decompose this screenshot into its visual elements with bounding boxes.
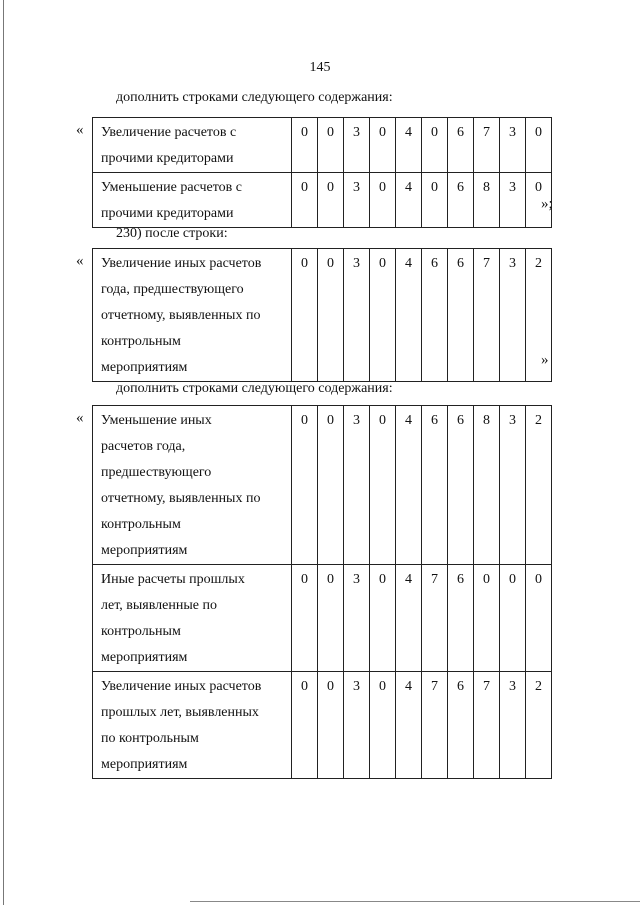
code-digit: 3 [344, 672, 370, 779]
label-line: лет, выявленные по [101, 598, 217, 613]
table-row [93, 672, 552, 779]
code-digit: 6 [448, 118, 474, 173]
row-label [93, 672, 292, 779]
code-digit: 0 [422, 173, 448, 228]
code-digit: 0 [370, 249, 396, 382]
open-quote-1: « [76, 122, 84, 138]
code-digit: 0 [292, 406, 318, 565]
code-digit: 7 [474, 672, 500, 779]
label-line: Увеличение расчетов с [101, 125, 237, 140]
code-digit: 4 [396, 173, 422, 228]
code-digit: 4 [396, 406, 422, 565]
intro-text-1: дополнить строками следующего содержания: [116, 90, 393, 105]
label-line: контрольным [101, 517, 181, 532]
close-quote-1: »; [541, 196, 553, 212]
table-row [93, 565, 552, 672]
row-label [93, 406, 292, 565]
code-digit: 0 [422, 118, 448, 173]
label-line: Уменьшение расчетов с [101, 180, 242, 195]
code-digit: 3 [500, 118, 526, 173]
item-230-text: 230) после строки: [116, 226, 228, 241]
code-digit: 0 [292, 672, 318, 779]
code-digit: 3 [500, 672, 526, 779]
open-quote-3: « [76, 410, 84, 426]
code-digit: 0 [526, 565, 552, 672]
code-digit: 0 [474, 565, 500, 672]
code-digit: 0 [370, 406, 396, 565]
code-digit: 6 [422, 406, 448, 565]
label-line: прочими кредиторами [101, 206, 234, 221]
code-digit: 0 [292, 118, 318, 173]
table-row [93, 406, 552, 565]
code-digit: 3 [344, 249, 370, 382]
code-digit: 0 [500, 565, 526, 672]
label-line: прочими кредиторами [101, 151, 234, 166]
page-number: 145 [309, 60, 331, 75]
code-digit: 2 [526, 249, 552, 382]
label-line: прошлых лет, выявленных [101, 705, 259, 720]
row-label [93, 565, 292, 672]
open-quote-2: « [76, 253, 84, 269]
code-digit: 4 [396, 565, 422, 672]
page-edge-left [3, 0, 4, 905]
code-digit: 0 [526, 118, 552, 173]
label-line: года, предшествующего [101, 282, 244, 297]
code-digit: 0 [318, 565, 344, 672]
label-line: мероприятиям [101, 650, 188, 665]
label-line: отчетному, выявленных по [101, 491, 261, 506]
code-digit: 6 [448, 565, 474, 672]
label-line: предшествующего [101, 465, 212, 480]
code-digit: 6 [422, 249, 448, 382]
code-digit: 3 [500, 249, 526, 382]
intro-text-2: дополнить строками следующего содержания: [116, 381, 393, 396]
label-line: контрольным [101, 624, 181, 639]
code-digit: 4 [396, 249, 422, 382]
code-digit: 6 [448, 249, 474, 382]
table-row [93, 118, 552, 173]
code-digit: 7 [422, 672, 448, 779]
code-digit: 0 [370, 118, 396, 173]
label-line: по контрольным [101, 731, 199, 746]
code-digit: 3 [344, 406, 370, 565]
code-digit: 7 [474, 118, 500, 173]
code-digit: 0 [370, 565, 396, 672]
code-digit: 4 [396, 672, 422, 779]
table-row [93, 173, 552, 228]
code-digit: 0 [292, 249, 318, 382]
code-digit: 3 [344, 173, 370, 228]
code-digit: 6 [448, 173, 474, 228]
code-digit: 0 [370, 173, 396, 228]
code-digit: 3 [344, 118, 370, 173]
row-label [93, 173, 292, 228]
code-table-2 [92, 248, 552, 382]
code-digit: 0 [318, 672, 344, 779]
code-digit: 3 [500, 406, 526, 565]
code-digit: 0 [526, 173, 552, 228]
code-digit: 7 [474, 249, 500, 382]
code-digit: 0 [370, 672, 396, 779]
page-edge-bottom [190, 901, 640, 902]
label-line: Увеличение иных расчетов [101, 679, 262, 694]
label-line: мероприятиям [101, 757, 188, 772]
code-digit: 7 [422, 565, 448, 672]
label-line: мероприятиям [101, 360, 188, 375]
code-digit: 0 [292, 565, 318, 672]
label-line: расчетов года, [101, 439, 186, 454]
code-digit: 3 [500, 173, 526, 228]
code-digit: 6 [448, 406, 474, 565]
code-digit: 0 [318, 118, 344, 173]
code-digit: 8 [474, 173, 500, 228]
label-line: Уменьшение иных [101, 413, 212, 428]
row-label [93, 118, 292, 173]
code-digit: 8 [474, 406, 500, 565]
label-line: контрольным [101, 334, 181, 349]
code-table-3 [92, 405, 552, 779]
code-digit: 0 [292, 173, 318, 228]
code-digit: 3 [344, 565, 370, 672]
code-table-1 [92, 117, 552, 228]
code-digit: 0 [318, 173, 344, 228]
label-line: отчетному, выявленных по [101, 308, 261, 323]
label-line: мероприятиям [101, 543, 188, 558]
code-digit: 4 [396, 118, 422, 173]
label-line: Увеличение иных расчетов [101, 256, 262, 271]
code-digit: 6 [448, 672, 474, 779]
table-row [93, 249, 552, 382]
code-digit: 0 [318, 249, 344, 382]
row-label [93, 249, 292, 382]
label-line: Иные расчеты прошлых [101, 572, 245, 587]
code-digit: 2 [526, 672, 552, 779]
code-digit: 0 [318, 406, 344, 565]
code-digit: 2 [526, 406, 552, 565]
close-quote-2: » [541, 352, 549, 368]
